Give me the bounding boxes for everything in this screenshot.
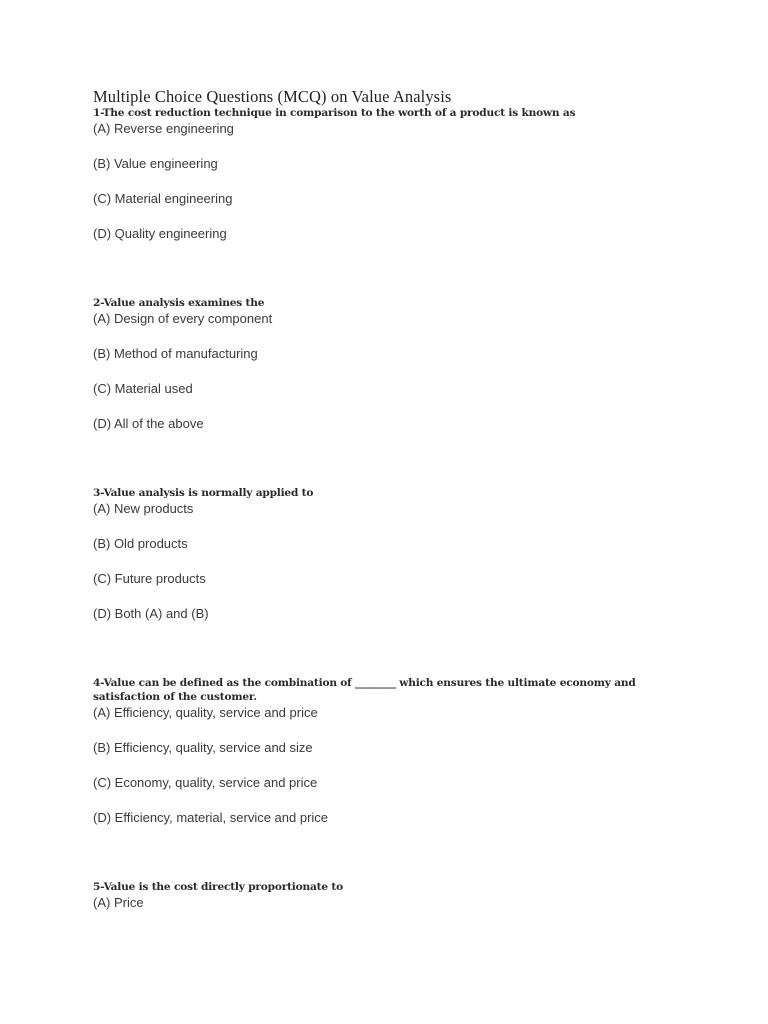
question-1 (93, 106, 653, 242)
option-b: (B) Value engineering (93, 156, 218, 171)
document-title: Multiple Choice Questions (MCQ) on Value Analysis (93, 87, 452, 106)
option-list (93, 120, 653, 242)
question-4 (93, 676, 653, 826)
option-c: (C) Future products (93, 571, 206, 586)
option-a: (A) Efficiency, quality, service and price (93, 705, 318, 720)
option-d: (D) Quality engineering (93, 226, 227, 241)
option-d: (D) Both (A) and (B) (93, 606, 209, 621)
question-3 (93, 486, 653, 622)
option-list (93, 704, 653, 826)
option-list (93, 310, 653, 432)
option-b: (B) Efficiency, quality, service and size (93, 740, 313, 755)
question-stem: 4-Value can be defined as the combination of ________ which ensures the ultimate economy and satisfaction of the customer. (93, 677, 636, 703)
option-a: (A) New products (93, 501, 194, 516)
option-d: (D) Efficiency, material, service and price (93, 810, 329, 825)
option-a: (A) Design of every component (93, 311, 273, 326)
option-list (93, 500, 653, 622)
question-5 (93, 880, 653, 911)
option-a: (A) Reverse engineering (93, 121, 234, 136)
option-b: (B) Old products (93, 536, 188, 551)
option-list (93, 894, 653, 911)
option-a: (A) Price (93, 895, 144, 910)
question-stem: 5-Value is the cost directly proportionate to (93, 881, 343, 893)
document-page (93, 86, 653, 965)
question-2 (93, 296, 653, 432)
question-stem: 1-The cost reduction technique in comparison to the worth of a product is known as (93, 107, 576, 119)
option-c: (C) Economy, quality, service and price (93, 775, 318, 790)
question-stem: 2-Value analysis examines the (93, 297, 265, 309)
option-c: (C) Material used (93, 381, 193, 396)
option-d: (D) All of the above (93, 416, 204, 431)
option-b: (B) Method of manufacturing (93, 346, 258, 361)
option-c: (C) Material engineering (93, 191, 233, 206)
question-stem: 3-Value analysis is normally applied to (93, 487, 314, 499)
